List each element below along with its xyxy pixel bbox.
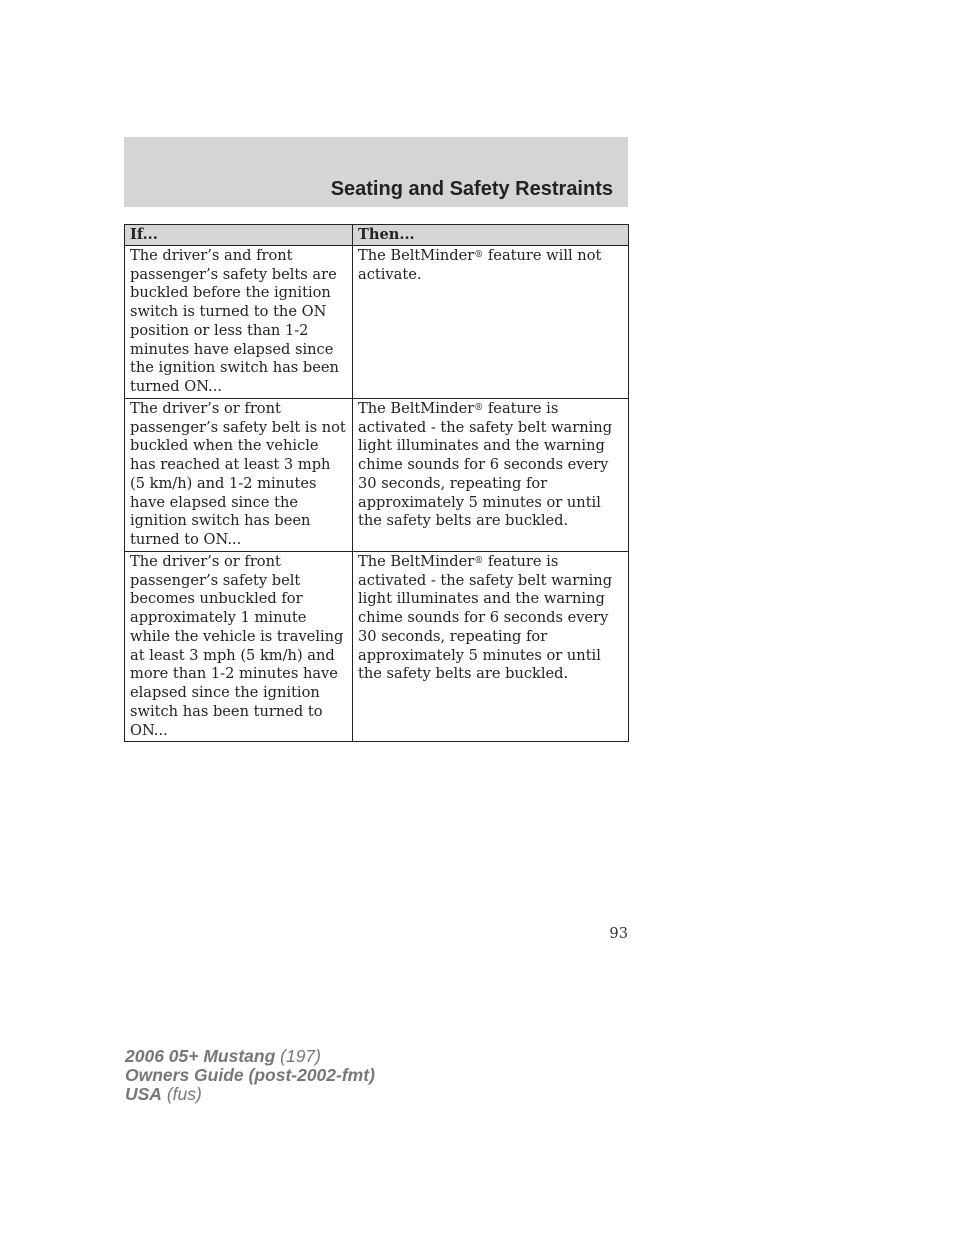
condition-cell: The driver’s or front passenger’s safety belt becomes unbuckled for approximately 1 minute while the vehicle is traveling at least 3 mph (5 km/h) and more than 1-2 minutes have elapsed since the ignition switch has been turned to ON...: [125, 551, 353, 742]
table-header-row: [125, 225, 629, 246]
footer-market-code: (fus): [161, 1084, 202, 1104]
table-row: [125, 398, 629, 551]
result-text-end: feature is activated - the safety belt warning light illuminates and the warning chime sounds for 6 seconds every 30 seconds, repeating for approximately 5 minutes or until the safety belts are buckled.: [358, 399, 613, 530]
section-header-band: [124, 137, 628, 207]
document-footer: [125, 1047, 375, 1104]
result-text-start: The BeltMinder: [358, 246, 475, 264]
condition-cell: The driver’s or front passenger’s safety belt is not buckled when the vehicle has reached at least 3 mph (5 km/h) and 1-2 minutes have elapsed since the ignition switch has been turned to ON...: [125, 398, 353, 551]
column-header-then: Then...: [353, 225, 629, 246]
column-header-if: If...: [125, 225, 353, 246]
registered-mark: ®: [474, 402, 484, 413]
footer-line-2: [125, 1066, 375, 1085]
footer-line-1: [125, 1047, 375, 1066]
table-row: [125, 551, 629, 742]
result-text-end: feature will not activate.: [358, 246, 602, 283]
result-cell: [353, 245, 629, 398]
table-row: [125, 245, 629, 398]
footer-market: USA: [125, 1084, 162, 1104]
result-text-start: The BeltMinder: [358, 399, 475, 417]
beltminder-table: [124, 224, 629, 742]
condition-cell: The driver’s and front passenger’s safety belts are buckled before the ignition switch is turned to the ON position or less than 1-2 minutes have elapsed since the ignition switch has been turned ON...: [125, 245, 353, 398]
footer-line-3: [125, 1085, 375, 1104]
footer-guide: Owners Guide (post-2002-fmt): [125, 1065, 375, 1085]
footer-model-code: (197): [275, 1046, 321, 1066]
registered-mark: ®: [474, 249, 484, 260]
result-cell: [353, 398, 629, 551]
footer-model: 2006 05+ Mustang: [125, 1046, 276, 1066]
page-number: 93: [609, 925, 628, 942]
result-text-start: The BeltMinder: [358, 552, 475, 570]
result-cell: [353, 551, 629, 742]
registered-mark: ®: [474, 555, 484, 566]
result-text-end: feature is activated - the safety belt warning light illuminates and the warning chime sounds for 6 seconds every 30 seconds, repeating for approximately 5 minutes or until the safety belts are buckled.: [358, 552, 613, 683]
section-title: Seating and Safety Restraints: [330, 178, 613, 200]
